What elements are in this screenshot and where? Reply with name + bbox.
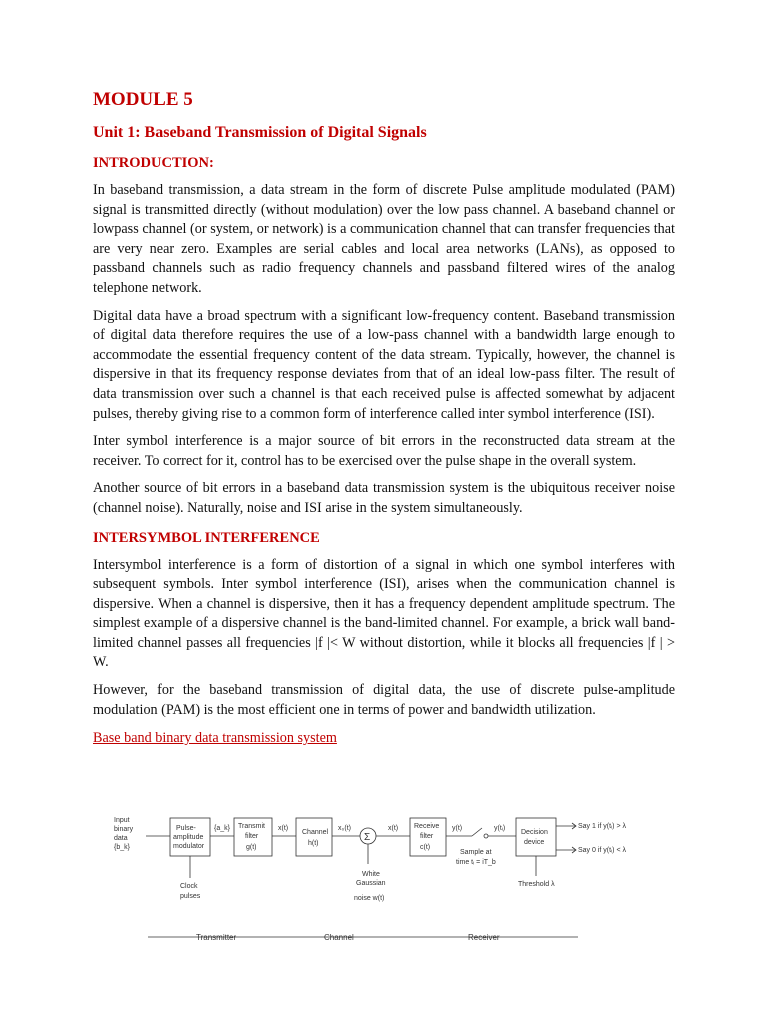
- intro-paragraph-3: Inter symbol interference is a major source of bit errors in the reconstructed data stream at the receiver. To correct for it, control has to be exercised over the pulse shape in the overall system.: [93, 433, 675, 469]
- yt-label: y(t): [452, 825, 463, 832]
- intro-paragraph-2: Digital data have a broad spectrum with a significant low-frequency content. Baseband transmission of digital data therefore requires the use of a low-pass channel with a bandwidth large enough to accommodate the essential frequency content of the data stream. Typically, however, the channel is dispersive in that its frequency response deviates from that of an ideal low-pass filter. The result of data transmission over such a channel is that each received pulse is affected somewhat by adjacent pulses, thereby giving rise to a common form of interference called inter symbol interference (ISI).: [93, 307, 675, 422]
- transmitter-label: Transmitter: [196, 933, 237, 942]
- clock-label-1: Clock: [180, 883, 198, 890]
- sampler-switch: [472, 828, 482, 836]
- isi-paragraph-1: Intersymbol interference is a form of distortion of a signal in which one symbol interferes with subsequent symbols. Inter symbol interference (ISI), arises when the communication channel is dispersive. When a channel is dispersive, then it has a frequency dependent amplitude spectrum. The simplest example of a dispersive channel is the band-limited channel. For example, a brick wall band-limited channel passes all frequencies |f |< W without distortion, while it blocks all frequencies |f | > W.: [93, 556, 675, 671]
- say0-label: Say 0 if y(tᵢ) < λ: [578, 847, 626, 854]
- noise-label-3: noise w(t): [354, 895, 385, 902]
- intro-paragraph-1: In baseband transmission, a data stream in the form of discrete Pulse amplitude modulated (PAM) signal is transmitted directly (without modulation) over the low pass channel. A baseband channel or lowpass channel (or system, or network) is a communication channel that can transfer frequencies that are very near zero. Examples are serial cables and local area networks (LANs), as opposed to passband channels such as radio frequency channels and passband filtered wires of the analog telephone network.: [93, 182, 675, 296]
- sample-label-2: time tᵢ = iT_b: [456, 859, 496, 866]
- transmit-label-1: Transmit: [238, 823, 265, 830]
- block-diagram-svg: [110, 808, 650, 956]
- channel-span-label: Channel: [324, 933, 354, 942]
- channel-label-2: h(t): [308, 840, 319, 847]
- channel-block: [296, 818, 332, 856]
- input-label-4: {b_k}: [114, 844, 130, 851]
- yti-label: y(tᵢ): [494, 825, 506, 832]
- input-label-2: binary: [114, 826, 134, 833]
- noise-label-1: White: [362, 871, 380, 878]
- xt2-label: x(t): [388, 825, 399, 832]
- decision-label-1: Decision: [521, 829, 548, 836]
- ak-label: {a_k}: [214, 825, 230, 832]
- xt-label: x(t): [278, 825, 289, 832]
- module-title: MODULE 5: [93, 89, 193, 110]
- baseband-system-diagram: [110, 808, 650, 956]
- pam-label-2: amplitude: [173, 834, 204, 841]
- baseband-system-link[interactable]: Base band binary data transmission system: [93, 730, 337, 747]
- sampler-contact: [484, 834, 488, 838]
- introduction-heading: INTRODUCTION:: [93, 155, 214, 171]
- sum-symbol: Σ: [364, 832, 371, 843]
- input-label-3: data: [114, 835, 128, 842]
- receive-label-1: Receive: [414, 823, 440, 830]
- say1-label: Say 1 if y(tᵢ) > λ: [578, 823, 626, 830]
- unit-title: Unit 1: Baseband Transmission of Digital Signals: [93, 124, 427, 141]
- intro-paragraph-4: Another source of bit errors in a baseband data transmission system is the ubiquitous receiver noise (channel noise). Naturally, noise and ISI arise in the system simultaneously.: [93, 480, 675, 516]
- receiver-label: Receiver: [468, 933, 500, 942]
- input-label-1: Input: [114, 817, 130, 824]
- isi-heading: INTERSYMBOL INTERFERENCE: [93, 529, 320, 546]
- pam-label-3: modulator: [173, 843, 205, 850]
- document-page: [93, 88, 675, 748]
- x0-label: x₀(t): [338, 825, 352, 832]
- receive-label-3: c(t): [420, 844, 431, 851]
- threshold-label: Threshold λ: [518, 881, 555, 888]
- noise-label-2: Gaussian: [356, 880, 386, 887]
- clock-label-2: pulses: [180, 893, 201, 900]
- decision-label-2: device: [524, 839, 545, 846]
- isi-paragraph-2: However, for the baseband transmission of digital data, the use of discrete pulse-amplitude modulation (PAM) is the most efficient one in terms of power and bandwidth utilization.: [93, 682, 675, 718]
- pam-label-1: Pulse-: [176, 825, 196, 832]
- decision-device-block: [516, 818, 556, 856]
- channel-label-1: Channel: [302, 829, 329, 836]
- transmit-label-2: filter: [245, 833, 259, 840]
- transmit-label-3: g(t): [246, 844, 257, 851]
- sample-label-1: Sample at: [460, 849, 492, 856]
- receive-label-2: filter: [420, 833, 434, 840]
